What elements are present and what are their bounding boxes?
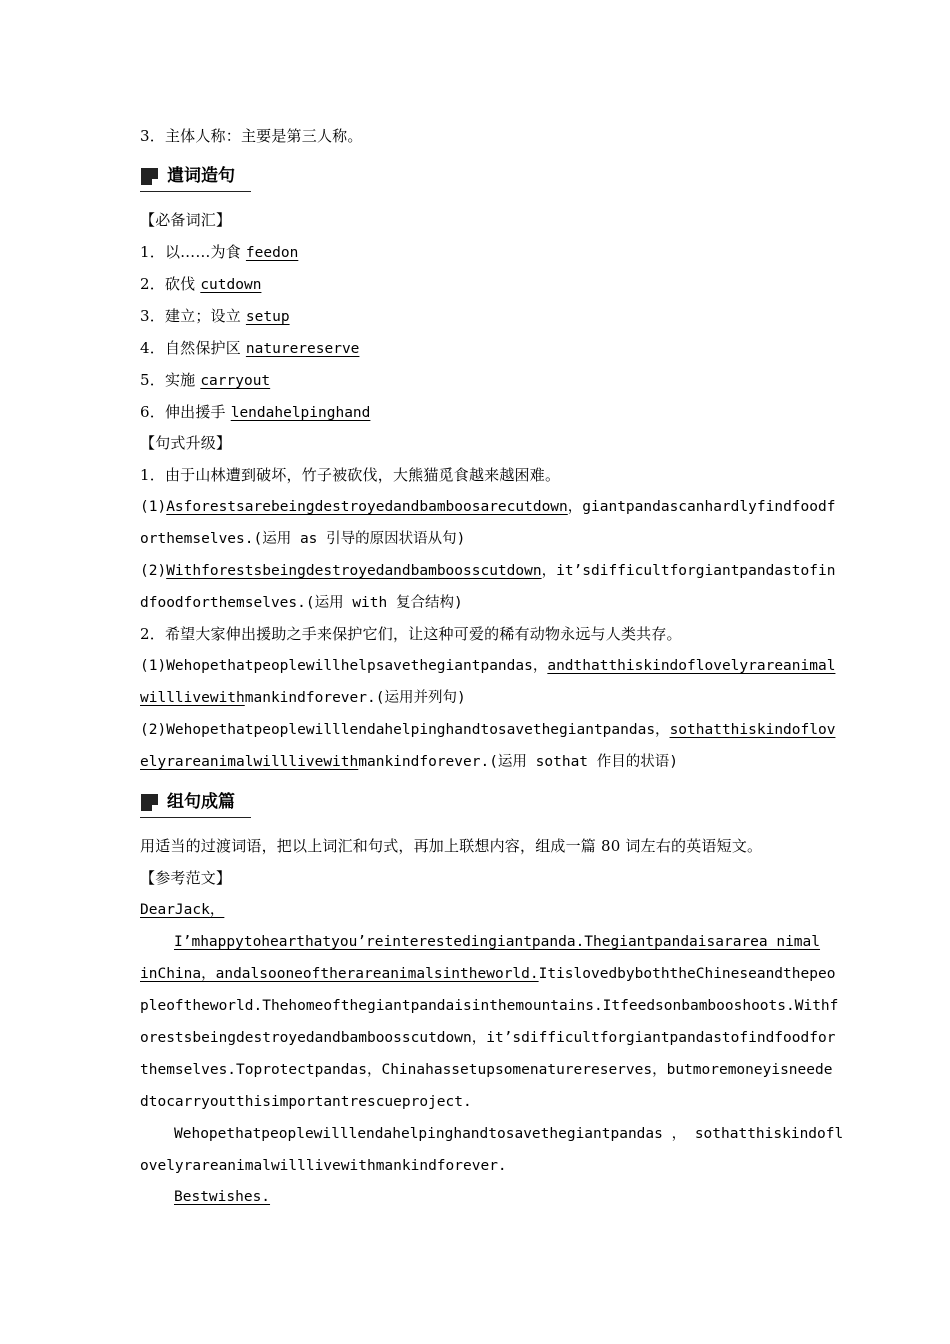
section-title: 组句成篇 [167,792,235,812]
vocab-heading: 【必备词汇】 [140,211,232,229]
sentence-1b-cont: dfoodforthemselves.(运用 with 复合结构) [140,595,463,611]
sentence-heading: 【句式升级】 [140,434,232,452]
vocab-item: 5．实施 carryout [140,371,271,389]
section-underline [140,817,251,818]
letter-greeting: DearJack， [140,902,225,918]
vocab-item: 6．伸出援手 lendahelpinghand [140,403,371,421]
sentence-2b: (2)Wehopethatpeoplewilllendahelpinghandtosavethegiantpandas，sothatthiskindoflov [140,722,836,738]
vocab-item: 3．建立；设立 setup [140,307,290,325]
sentence-1a: (1)Asforestsarebeingdestroyedandbamboosarecutdown，giantpandascanhardlyfindfoodf [140,499,836,515]
subject-person-line: 3．主体人称：主要是第三人称。 [140,127,363,145]
section-underline [140,191,251,192]
sentence-1a-cont: orthemselves.(运用 as 引导的原因状语从句) [140,531,466,547]
sentence-1b: (2)Withforestsbeingdestroyedandbamboosscutdown，it’sdifficultforgiantpandastofin [140,563,836,579]
section-square-icon [141,168,158,185]
letter-paragraph-line: themselves.Toprotectpandas，Chinahassetupsomenaturereserves，butmoremoneyisneede [140,1062,833,1078]
letter-closing: Bestwishes. [174,1189,271,1205]
vocab-item: 2．砍伐 cutdown [140,275,262,293]
sentence-question-1: 1．由于山林遭到破坏，竹子被砍伐，大熊猫觅食越来越困难。 [140,466,561,484]
vocab-item: 4．自然保护区 naturereserve [140,339,360,357]
letter-paragraph-line: pleoftheworld.Thehomeofthegiantpandaisinthemountains.Itfeedsonbambooshoots.Withf [140,998,839,1014]
letter-paragraph-line: Wehopethatpeoplewilllendahelpinghandtosavethegiantpandas ， sothatthiskindofl [174,1126,844,1142]
section-square-icon [141,794,158,811]
sentence-question-2: 2．希望大家伸出援助之手来保护它们，让这种可爱的稀有动物永远与人类共存。 [140,625,682,643]
letter-paragraph-line: dtocarryoutthisimportantrescueproject. [140,1094,472,1110]
sentence-2b-cont: elyrareanimalwilllivewithmankindforever.(运用 sothat 作目的状语) [140,754,678,770]
sentence-2a-cont: willlivewithmankindforever.(运用并列句) [140,690,466,706]
letter-paragraph-line: ovelyrareanimalwilllivewithmankindforever. [140,1158,507,1174]
letter-paragraph-line: inChina，andalsooneoftherareanimalsintheworld.ItislovedbyboththeChineseandthepeo [140,966,836,982]
section-title: 遣词造句 [167,166,235,186]
vocab-item: 1．以……为食 feedon [140,243,299,261]
compose-instruction: 用适当的过渡词语，把以上词汇和句式，再加上联想内容，组成一篇 80 词左右的英语短文。 [140,837,763,855]
letter-paragraph-line: I’mhappytohearthatyou’reinterestedingiantpanda.Thegiantpandaisararea nimal [174,934,821,950]
sample-heading: 【参考范文】 [140,869,232,887]
sentence-2a: (1)Wehopethatpeoplewillhelpsavethegiantpandas，andthatthiskindoflovelyrareanimal [140,658,836,674]
letter-paragraph-line: orestsbeingdestroyedandbamboosscutdown，it’sdifficultforgiantpandastofindfoodfor [140,1030,836,1046]
